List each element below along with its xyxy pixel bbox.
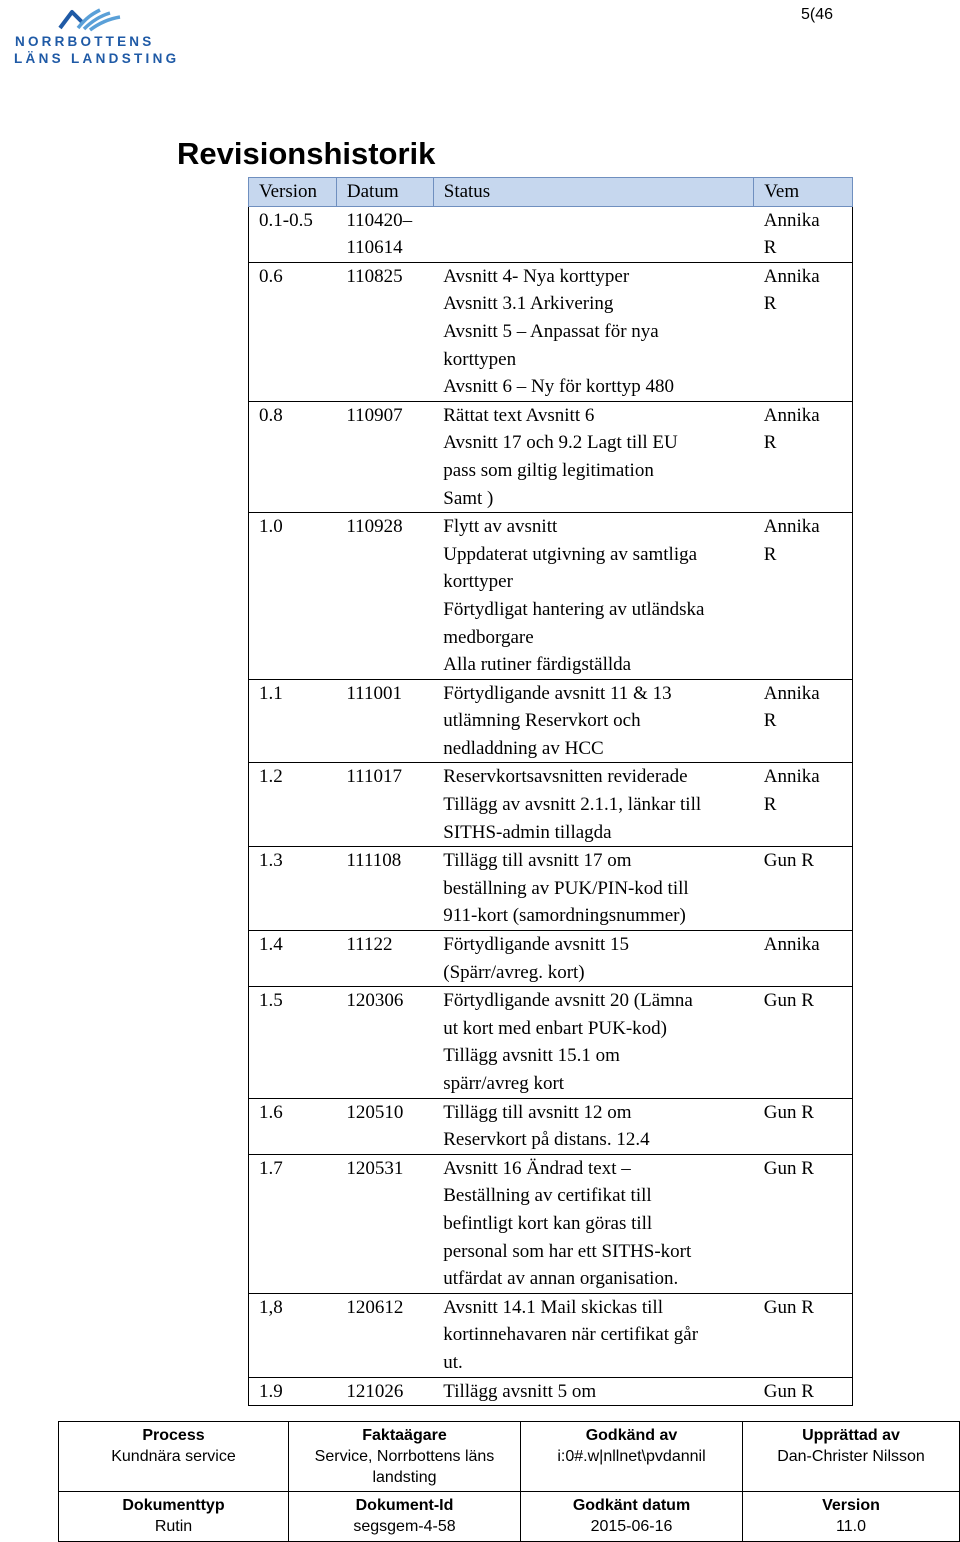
document-footer bbox=[58, 1421, 960, 1542]
table-row bbox=[249, 401, 853, 512]
cell-status-line: Rättat text Avsnitt 6 bbox=[443, 404, 595, 426]
cell-version: 1.1 bbox=[249, 679, 337, 763]
cell-version: 1.7 bbox=[249, 1154, 337, 1293]
footer-doctype-label: Dokumenttyp bbox=[122, 1497, 225, 1514]
cell-date-line: 110825 bbox=[346, 265, 403, 287]
cell-date bbox=[336, 1293, 433, 1377]
cell-status-line: Samt ) bbox=[443, 487, 494, 509]
cell-status bbox=[433, 401, 754, 512]
column-header-date: Datum bbox=[336, 178, 433, 207]
footer-approved-by-label: Godkänd av bbox=[585, 1427, 678, 1444]
cell-version: 0.8 bbox=[249, 401, 337, 512]
cell-status bbox=[433, 206, 754, 262]
table-row bbox=[249, 847, 853, 931]
cell-who-line: R bbox=[763, 794, 777, 816]
column-header-version: Version bbox=[249, 178, 337, 207]
cell-status-line: Förtydligat hantering av utländska bbox=[443, 598, 705, 620]
footer-owner-value: Service, Norrbottens läns landsting bbox=[314, 1448, 495, 1486]
footer-process-value: Kundnära service bbox=[111, 1448, 236, 1465]
table-row bbox=[249, 763, 853, 847]
cell-date-line: 110420– bbox=[346, 209, 413, 231]
organization-logo bbox=[14, 4, 180, 68]
cell-date-line: 111001 bbox=[346, 682, 402, 704]
cell-status-line: Avsnitt 14.1 Mail skickas till bbox=[443, 1296, 663, 1318]
revision-history-table bbox=[248, 177, 853, 1406]
cell-status bbox=[433, 679, 754, 763]
cell-who-line: R bbox=[763, 237, 777, 259]
cell-status-line: Avsnitt 17 och 9.2 Lagt till EU bbox=[443, 432, 678, 454]
cell-who-line: Annika bbox=[763, 265, 820, 287]
cell-date-line: 110907 bbox=[346, 404, 403, 426]
cell-status bbox=[433, 262, 754, 401]
cell-who-line: Annika bbox=[763, 209, 820, 231]
cell-who bbox=[754, 987, 853, 1098]
cell-date bbox=[336, 1098, 433, 1154]
footer-docid-value: segsgem-4-58 bbox=[353, 1518, 456, 1535]
footer-approved-by-value: i:0#.w|nllnet\pvdannil bbox=[557, 1448, 706, 1465]
table-row bbox=[249, 931, 853, 987]
cell-who-line: Annika bbox=[763, 934, 820, 956]
cell-version: 1.5 bbox=[249, 987, 337, 1098]
cell-status bbox=[433, 1154, 754, 1293]
cell-who-line: R bbox=[763, 710, 777, 732]
cell-who bbox=[754, 847, 853, 931]
cell-status-line: nedladdning av HCC bbox=[443, 737, 604, 759]
cell-status-line: Beställning av certifikat till bbox=[443, 1185, 652, 1207]
cell-status bbox=[433, 1098, 754, 1154]
cell-status bbox=[433, 987, 754, 1098]
cell-status-line: Avsnitt 4- Nya korttyper bbox=[443, 265, 630, 287]
cell-date-line: 120612 bbox=[346, 1296, 404, 1318]
table-row bbox=[249, 987, 853, 1098]
cell-who bbox=[754, 1293, 853, 1377]
footer-approved-date-label: Godkänt datum bbox=[572, 1497, 691, 1514]
cell-who-line: R bbox=[763, 293, 777, 315]
table-row bbox=[249, 679, 853, 763]
footer-created-by-value: Dan-Christer Nilsson bbox=[777, 1448, 925, 1465]
footer-version-value: 11.0 bbox=[836, 1518, 866, 1535]
cell-status bbox=[433, 513, 754, 680]
table-header-row bbox=[249, 178, 853, 207]
footer-docid-cell bbox=[289, 1492, 521, 1542]
table-row bbox=[249, 206, 853, 262]
footer-row bbox=[59, 1492, 960, 1542]
cell-who bbox=[754, 262, 853, 401]
cell-status-line: pass som giltig legitimation bbox=[443, 459, 654, 481]
cell-date bbox=[336, 1154, 433, 1293]
cell-status bbox=[433, 847, 754, 931]
footer-owner-cell bbox=[289, 1422, 521, 1492]
cell-date bbox=[336, 262, 433, 401]
cell-version: 1.4 bbox=[249, 931, 337, 987]
footer-process-cell bbox=[59, 1422, 289, 1492]
footer-created-by-cell bbox=[743, 1422, 960, 1492]
footer-approved-date-value: 2015-06-16 bbox=[590, 1518, 673, 1535]
cell-status-line: Avsnitt 6 – Ny för korttyp 480 bbox=[443, 376, 675, 398]
cell-status bbox=[433, 1293, 754, 1377]
cell-version: 1.6 bbox=[249, 1098, 337, 1154]
cell-who-line: Annika bbox=[763, 682, 820, 704]
cell-date-line: 110614 bbox=[346, 237, 403, 259]
logo-text-line1: NORRBOTTENS bbox=[15, 34, 155, 49]
cell-status-line: korttyper bbox=[443, 571, 513, 593]
cell-status-line: utlämning Reservkort och bbox=[443, 710, 641, 732]
cell-date bbox=[336, 931, 433, 987]
cell-date bbox=[336, 847, 433, 931]
footer-process-label: Process bbox=[142, 1427, 205, 1444]
cell-status-line: Förtydligande avsnitt 15 bbox=[443, 934, 630, 956]
cell-status-line: spärr/avreg kort bbox=[443, 1073, 565, 1094]
table-row bbox=[249, 1154, 853, 1293]
cell-who bbox=[754, 931, 853, 987]
cell-status-line: personal som har ett SITHS-kort bbox=[443, 1240, 692, 1262]
cell-status-line: Avsnitt 16 Ändrad text – bbox=[443, 1157, 631, 1179]
cell-status-line: korttypen bbox=[443, 348, 517, 370]
cell-date bbox=[336, 1377, 433, 1406]
cell-version: 1.3 bbox=[249, 847, 337, 931]
table-row bbox=[249, 513, 853, 680]
cell-who-line: R bbox=[763, 543, 777, 565]
cell-status bbox=[433, 763, 754, 847]
cell-status-line: kortinnehavaren när certifikat går bbox=[443, 1324, 699, 1346]
cell-who-line: Annika bbox=[763, 404, 820, 426]
cell-status bbox=[433, 1377, 754, 1406]
table-row bbox=[249, 1293, 853, 1377]
column-header-who: Vem bbox=[754, 178, 853, 207]
cell-date bbox=[336, 401, 433, 512]
footer-doctype-cell bbox=[59, 1492, 289, 1542]
cell-date bbox=[336, 679, 433, 763]
logo-text-line2: LÄNS LANDSTING bbox=[14, 51, 180, 66]
cell-who-line: Gun R bbox=[763, 1296, 814, 1318]
cell-date-line: 120531 bbox=[346, 1157, 404, 1179]
cell-who-line: Gun R bbox=[763, 1380, 814, 1402]
cell-status-line: Avsnitt 5 – Anpassat för nya bbox=[443, 320, 659, 342]
cell-version: 1.2 bbox=[249, 763, 337, 847]
cell-status-line: (Spärr/avreg. kort) bbox=[443, 961, 585, 983]
cell-date-line: 120510 bbox=[346, 1101, 404, 1123]
footer-created-by-label: Upprättad av bbox=[802, 1427, 900, 1444]
cell-date bbox=[336, 206, 433, 262]
column-header-status: Status bbox=[433, 178, 754, 207]
cell-date-line: 111108 bbox=[346, 850, 402, 872]
footer-version-cell bbox=[743, 1492, 960, 1542]
cell-status-line: Alla rutiner färdigställda bbox=[443, 654, 632, 676]
cell-status-line: Tillägg avsnitt 15.1 om bbox=[443, 1045, 620, 1067]
footer-owner-label: Faktaägare bbox=[362, 1427, 447, 1444]
cell-status-line: Uppdaterat utgivning av samtliga bbox=[443, 543, 698, 565]
cell-who-line: Gun R bbox=[763, 1101, 814, 1123]
cell-who bbox=[754, 679, 853, 763]
cell-who bbox=[754, 1098, 853, 1154]
cell-status bbox=[433, 931, 754, 987]
cell-who-line: Gun R bbox=[763, 1157, 814, 1179]
cell-status-line: Flytt av avsnitt bbox=[443, 516, 558, 538]
cell-date bbox=[336, 763, 433, 847]
cell-status-line: SITHS-admin tillagda bbox=[443, 821, 612, 843]
cell-status-line: Reservkort på distans. 12.4 bbox=[443, 1129, 650, 1151]
logo-waves-icon bbox=[56, 4, 126, 32]
cell-who bbox=[754, 763, 853, 847]
cell-version: 1.9 bbox=[249, 1377, 337, 1406]
cell-status-line: Avsnitt 3.1 Arkivering bbox=[443, 293, 614, 315]
cell-version: 0.1-0.5 bbox=[249, 206, 337, 262]
cell-version: 1.0 bbox=[249, 513, 337, 680]
cell-date-line: 120306 bbox=[346, 990, 404, 1012]
cell-status-line: Tillägg av avsnitt 2.1.1, länkar till bbox=[443, 794, 702, 816]
cell-version: 0.6 bbox=[249, 262, 337, 401]
cell-status-line: beställning av PUK/PIN-kod till bbox=[443, 877, 689, 899]
footer-approved-date-cell bbox=[521, 1492, 743, 1542]
cell-status-line: Tillägg till avsnitt 17 om bbox=[443, 850, 632, 872]
cell-who-line: R bbox=[763, 432, 777, 454]
footer-doctype-value: Rutin bbox=[154, 1518, 193, 1535]
cell-who-line: Annika bbox=[763, 766, 820, 788]
page-title: Revisionshistorik bbox=[177, 136, 436, 171]
footer-docid-label: Dokument-Id bbox=[355, 1497, 454, 1514]
cell-date-line: 110928 bbox=[346, 516, 403, 538]
cell-status-line: utfärdat av annan organisation. bbox=[443, 1268, 679, 1290]
cell-date bbox=[336, 987, 433, 1098]
cell-status-line: medborgare bbox=[443, 626, 534, 648]
cell-status-line: Reservkortsavsnitten reviderade bbox=[443, 766, 688, 788]
cell-date bbox=[336, 513, 433, 680]
table-row bbox=[249, 1377, 853, 1406]
cell-who bbox=[754, 513, 853, 680]
cell-who-line: Gun R bbox=[763, 990, 814, 1012]
cell-status-line: ut kort med enbart PUK-kod) bbox=[443, 1017, 667, 1039]
cell-who bbox=[754, 1154, 853, 1293]
cell-status-line: Förtydligande avsnitt 20 (Lämna bbox=[443, 990, 693, 1012]
table-row bbox=[249, 262, 853, 401]
table-row bbox=[249, 1098, 853, 1154]
cell-who bbox=[754, 401, 853, 512]
page-number: 5(46 bbox=[800, 6, 833, 23]
cell-version: 1,8 bbox=[249, 1293, 337, 1377]
cell-who bbox=[754, 1377, 853, 1406]
cell-status-line: Förtydligande avsnitt 11 & 13 bbox=[443, 682, 672, 704]
cell-date-line: 111017 bbox=[346, 766, 402, 788]
cell-date-line: 121026 bbox=[346, 1380, 404, 1402]
cell-status-line: 911-kort (samordningsnummer) bbox=[443, 905, 686, 927]
cell-date-line: 11122 bbox=[346, 934, 393, 956]
cell-status-line: Tillägg avsnitt 5 om bbox=[443, 1380, 597, 1402]
cell-who bbox=[754, 206, 853, 262]
cell-status-line: Tillägg till avsnitt 12 om bbox=[443, 1101, 632, 1123]
cell-who-line: Annika bbox=[763, 516, 820, 538]
footer-version-label: Version bbox=[822, 1497, 880, 1514]
footer-row bbox=[59, 1422, 960, 1492]
cell-status-line: ut. bbox=[443, 1351, 463, 1373]
footer-approved-by-cell bbox=[521, 1422, 743, 1492]
cell-status-line: befintligt kort kan göras till bbox=[443, 1212, 653, 1234]
cell-who-line: Gun R bbox=[763, 850, 814, 872]
